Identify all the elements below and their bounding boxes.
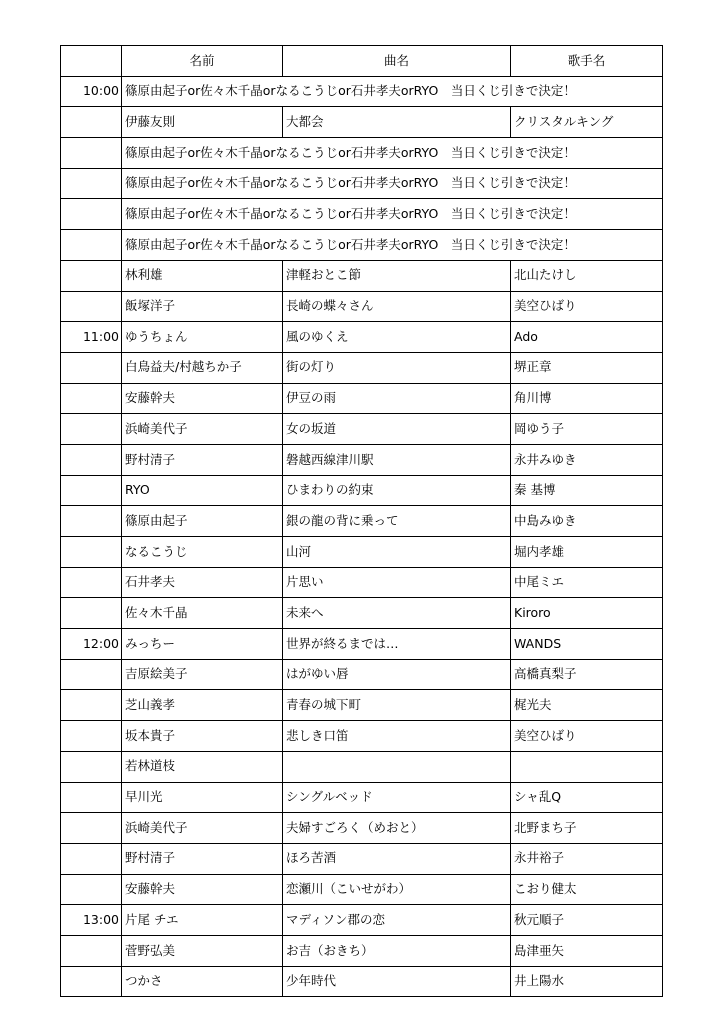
song-cell: はがゆい唇	[283, 659, 511, 690]
table-row	[61, 506, 663, 537]
song-cell: 女の坂道	[283, 414, 511, 445]
artist-cell: クリスタルキング	[511, 107, 663, 138]
time-cell	[61, 230, 122, 261]
name-cell: 芝山義孝	[122, 690, 283, 721]
artist-cell: 堀内孝雄	[511, 537, 663, 568]
schedule-table	[60, 45, 663, 997]
table-row	[61, 843, 663, 874]
song-cell: 少年時代	[283, 966, 511, 997]
name-cell: 石井孝夫	[122, 567, 283, 598]
artist-cell	[511, 751, 663, 782]
name-cell: 飯塚洋子	[122, 291, 283, 322]
name-cell: RYO	[122, 475, 283, 506]
artist-cell: 北山たけし	[511, 260, 663, 291]
name-cell: 安藤幹夫	[122, 383, 283, 414]
time-cell	[61, 383, 122, 414]
lottery-note-cell: 篠原由起子or佐々木千晶orなるこうじor石井孝夫orRYO 当日くじ引きで決定！	[122, 168, 663, 199]
name-cell: 野村清子	[122, 444, 283, 475]
song-cell: お吉（おきち）	[283, 935, 511, 966]
table-row	[61, 444, 663, 475]
song-cell: 長崎の蝶々さん	[283, 291, 511, 322]
song-cell: ひまわりの約束	[283, 475, 511, 506]
artist-cell: Ado	[511, 322, 663, 353]
artist-cell: Kiroro	[511, 598, 663, 629]
name-cell: 坂本貴子	[122, 721, 283, 752]
header-song: 曲名	[283, 46, 511, 77]
artist-cell: 美空ひばり	[511, 721, 663, 752]
time-cell	[61, 414, 122, 445]
time-cell: 10:00	[61, 76, 122, 107]
table-row	[61, 721, 663, 752]
time-cell	[61, 260, 122, 291]
table-row	[61, 751, 663, 782]
name-cell: 若林道枝	[122, 751, 283, 782]
table-row	[61, 905, 663, 936]
table-row	[61, 260, 663, 291]
table-row	[61, 138, 663, 169]
time-cell	[61, 751, 122, 782]
name-cell: 佐々木千晶	[122, 598, 283, 629]
time-cell	[61, 291, 122, 322]
name-cell: なるこうじ	[122, 537, 283, 568]
artist-cell: WANDS	[511, 629, 663, 660]
time-cell	[61, 966, 122, 997]
name-cell: みっちー	[122, 629, 283, 660]
name-cell: 早川光	[122, 782, 283, 813]
table-row	[61, 567, 663, 598]
artist-cell: 角川博	[511, 383, 663, 414]
time-cell: 12:00	[61, 629, 122, 660]
song-cell: 街の灯り	[283, 352, 511, 383]
time-cell	[61, 598, 122, 629]
lottery-note-cell: 篠原由起子or佐々木千晶orなるこうじor石井孝夫orRYO 当日くじ引きで決定！	[122, 230, 663, 261]
table-row	[61, 383, 663, 414]
header-name: 名前	[122, 46, 283, 77]
song-cell: 山河	[283, 537, 511, 568]
table-row	[61, 291, 663, 322]
song-cell: シングルベッド	[283, 782, 511, 813]
time-cell	[61, 352, 122, 383]
artist-cell: 井上陽水	[511, 966, 663, 997]
table-row	[61, 874, 663, 905]
time-cell	[61, 567, 122, 598]
artist-cell: 永井みゆき	[511, 444, 663, 475]
time-cell	[61, 874, 122, 905]
table-row	[61, 813, 663, 844]
artist-cell: 中尾ミエ	[511, 567, 663, 598]
time-cell	[61, 782, 122, 813]
artist-cell: 北野まち子	[511, 813, 663, 844]
artist-cell: シャ乱Q	[511, 782, 663, 813]
song-cell: 恋瀬川（こいせがわ）	[283, 874, 511, 905]
artist-cell: 秋元順子	[511, 905, 663, 936]
artist-cell: 高橋真梨子	[511, 659, 663, 690]
song-cell: 夫婦すごろく（めおと）	[283, 813, 511, 844]
artist-cell: 秦 基博	[511, 475, 663, 506]
time-cell	[61, 690, 122, 721]
table-row	[61, 414, 663, 445]
table-row	[61, 475, 663, 506]
song-cell: 風のゆくえ	[283, 322, 511, 353]
song-cell: マディソン郡の恋	[283, 905, 511, 936]
table-row	[61, 690, 663, 721]
time-cell	[61, 475, 122, 506]
artist-cell: 梶光夫	[511, 690, 663, 721]
table-row	[61, 199, 663, 230]
header-artist: 歌手名	[511, 46, 663, 77]
table-row	[61, 598, 663, 629]
table-row	[61, 322, 663, 353]
name-cell: 野村清子	[122, 843, 283, 874]
time-cell	[61, 721, 122, 752]
name-cell: つかさ	[122, 966, 283, 997]
time-cell	[61, 138, 122, 169]
lottery-note-cell: 篠原由起子or佐々木千晶orなるこうじor石井孝夫orRYO 当日くじ引きで決定！	[122, 199, 663, 230]
song-cell	[283, 751, 511, 782]
song-cell: ほろ苦酒	[283, 843, 511, 874]
time-cell	[61, 843, 122, 874]
song-cell: 銀の龍の背に乗って	[283, 506, 511, 537]
table-row	[61, 76, 663, 107]
song-cell: 伊豆の雨	[283, 383, 511, 414]
song-cell: 磐越西線津川駅	[283, 444, 511, 475]
time-cell	[61, 537, 122, 568]
time-cell: 13:00	[61, 905, 122, 936]
header-row	[61, 46, 663, 77]
table-row	[61, 168, 663, 199]
song-cell: 世界が終るまでは…	[283, 629, 511, 660]
song-cell: 津軽おとこ節	[283, 260, 511, 291]
song-cell: 青春の城下町	[283, 690, 511, 721]
song-cell: 片思い	[283, 567, 511, 598]
artist-cell: 島津亜矢	[511, 935, 663, 966]
time-cell: 11:00	[61, 322, 122, 353]
time-cell	[61, 813, 122, 844]
name-cell: 菅野弘美	[122, 935, 283, 966]
time-cell	[61, 506, 122, 537]
artist-cell: 永井裕子	[511, 843, 663, 874]
time-cell	[61, 935, 122, 966]
artist-cell: こおり健太	[511, 874, 663, 905]
name-cell: 伊藤友則	[122, 107, 283, 138]
artist-cell: 岡ゆう子	[511, 414, 663, 445]
artist-cell: 堺正章	[511, 352, 663, 383]
name-cell: 浜崎美代子	[122, 414, 283, 445]
name-cell: 安藤幹夫	[122, 874, 283, 905]
lottery-note-cell: 篠原由起子or佐々木千晶orなるこうじor石井孝夫orRYO 当日くじ引きで決定！	[122, 138, 663, 169]
table-row	[61, 966, 663, 997]
time-cell	[61, 199, 122, 230]
name-cell: 篠原由起子	[122, 506, 283, 537]
name-cell: 林利雄	[122, 260, 283, 291]
header-time	[61, 46, 122, 77]
name-cell: ゆうちょん	[122, 322, 283, 353]
artist-cell: 美空ひばり	[511, 291, 663, 322]
table-row	[61, 935, 663, 966]
name-cell: 白鳥益夫/村越ちか子	[122, 352, 283, 383]
song-cell: 未来へ	[283, 598, 511, 629]
table-row	[61, 107, 663, 138]
table-row	[61, 659, 663, 690]
lottery-note-cell: 篠原由起子or佐々木千晶orなるこうじor石井孝夫orRYO 当日くじ引きで決定！	[122, 76, 663, 107]
song-cell: 大都会	[283, 107, 511, 138]
name-cell: 浜崎美代子	[122, 813, 283, 844]
artist-cell: 中島みゆき	[511, 506, 663, 537]
name-cell: 片尾 チエ	[122, 905, 283, 936]
table-row	[61, 537, 663, 568]
time-cell	[61, 444, 122, 475]
name-cell: 吉原絵美子	[122, 659, 283, 690]
time-cell	[61, 168, 122, 199]
time-cell	[61, 659, 122, 690]
table-row	[61, 352, 663, 383]
song-cell: 悲しき口笛	[283, 721, 511, 752]
table-row	[61, 782, 663, 813]
table-row	[61, 629, 663, 660]
table-row	[61, 230, 663, 261]
time-cell	[61, 107, 122, 138]
